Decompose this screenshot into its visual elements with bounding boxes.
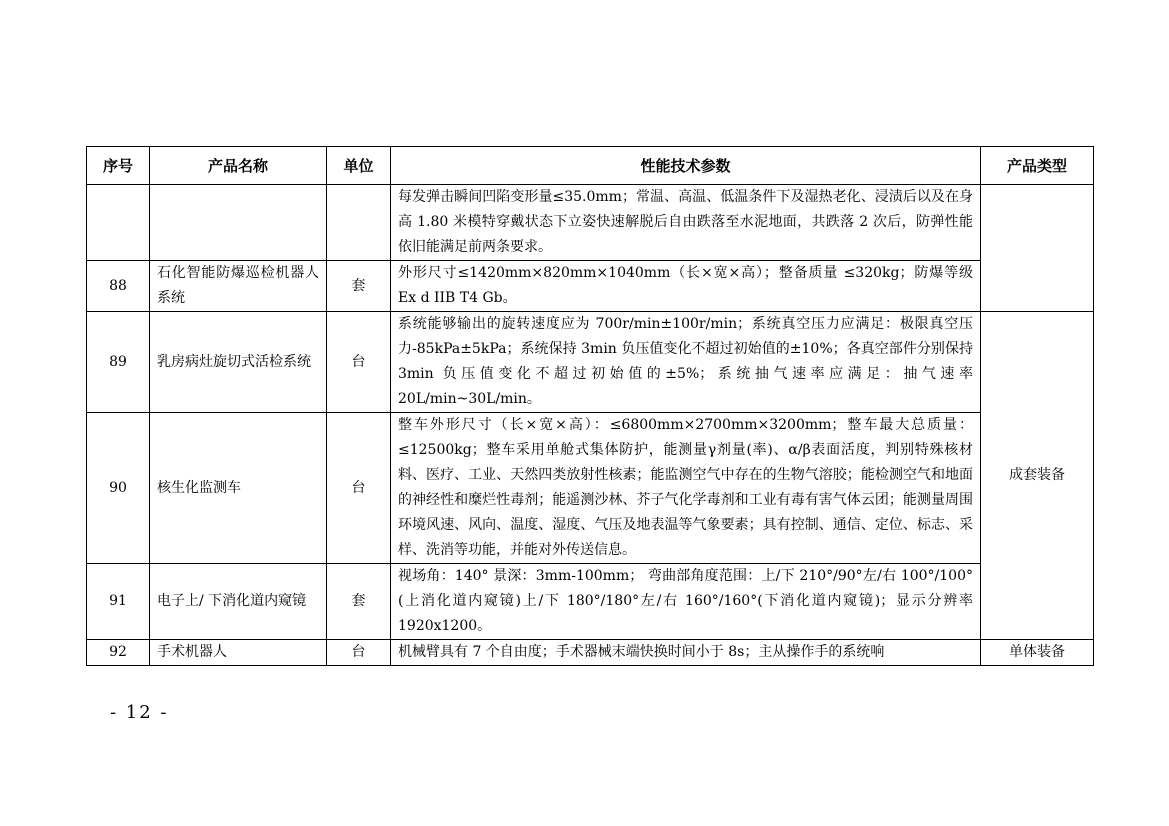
cell-type-group: 成套装备 (981, 312, 1094, 640)
table-row-continuation (87, 185, 1094, 261)
page-number: - 12 - (110, 702, 169, 723)
cell-no: 91 (87, 564, 150, 640)
cell-no: 92 (87, 640, 150, 666)
cell-unit-empty (327, 185, 391, 261)
cell-spec: 机械臂具有 7 个自由度；手术器械末端快换时间小于 8s；主从操作手的系统响 (391, 640, 981, 666)
cell-no-empty (87, 185, 150, 261)
cell-name: 乳房病灶旋切式活检系统 (150, 312, 327, 413)
cell-spec: 整车外形尺寸（长×宽×高）：≤6800mm×2700mm×3200mm；整车最大总质量：≤12500kg；整车采用单舱式集体防护，能测量γ剂量(率)、α/β表面活度，判别特殊核材料、医疗、工业、天然四类放射性核素；能监测空气中存在的生物气溶胶；能检测空气和地面的神经性和糜烂性毒剂；能遥测沙林、芥子气化学毒剂和工业有毒有害气体云团；能测量周围环境风速、风向、温度、湿度、气压及地表温等气象要素；具有控制、通信、定位、标志、采样、洗消等功能，并能对外传送信息。 (391, 413, 981, 564)
header-row (87, 147, 1094, 185)
header-spec: 性能技术参数 (391, 147, 981, 185)
header-name: 产品名称 (150, 147, 327, 185)
cell-name-empty (150, 185, 327, 261)
cell-no: 90 (87, 413, 150, 564)
cell-unit: 套 (327, 564, 391, 640)
spec-table (86, 146, 1094, 666)
header-no: 序号 (87, 147, 150, 185)
table-row (87, 413, 1094, 564)
cell-name: 石化智能防爆巡检机器人系统 (150, 261, 327, 312)
cell-no: 88 (87, 261, 150, 312)
table-row (87, 261, 1094, 312)
cell-name: 核生化监测车 (150, 413, 327, 564)
cell-spec: 系统能够输出的旋转速度应为 700r/min±100r/min；系统真空压力应满足：极限真空压力-85kPa±5kPa；系统保持 3min 负压值变化不超过初始值的±10%；各真空部件分别保持 3min 负压值变化不超过初始值的±5%；系统抽气速率应满足：抽气速率 20L/min~30L/min。 (391, 312, 981, 413)
cell-unit: 台 (327, 312, 391, 413)
cell-no: 89 (87, 312, 150, 413)
cell-unit: 台 (327, 640, 391, 666)
cell-unit: 套 (327, 261, 391, 312)
cell-type: 单体装备 (981, 640, 1094, 666)
header-type: 产品类型 (981, 147, 1094, 185)
table-row (87, 640, 1094, 666)
cell-spec: 视场角：140° 景深：3mm-100mm； 弯曲部角度范围：上/下 210°/90°左/右 100°/100°(上消化道内窥镜)上/下 180°/180°左/右 160°/160°(下消化道内窥镜)；显示分辨率 1920x1200。 (391, 564, 981, 640)
header-unit: 单位 (327, 147, 391, 185)
table-row (87, 564, 1094, 640)
table-row (87, 312, 1094, 413)
cell-spec: 外形尺寸≤1420mm×820mm×1040mm（长×宽×高）；整备质量 ≤320kg；防爆等级 Ex d IIB T4 Gb。 (391, 261, 981, 312)
cell-name: 手术机器人 (150, 640, 327, 666)
cell-spec-continuation: 每发弹击瞬间凹陷变形量≤35.0mm；常温、高温、低温条件下及湿热老化、浸渍后以及在身高 1.80 米模特穿戴状态下立姿快速解脱后自由跌落至水泥地面，共跌落 2 次后，防弹性能依旧能满足前两条要求。 (391, 185, 981, 261)
cell-type-empty (981, 185, 1094, 312)
cell-name: 电子上/ 下消化道内窥镜 (150, 564, 327, 640)
cell-unit: 台 (327, 413, 391, 564)
